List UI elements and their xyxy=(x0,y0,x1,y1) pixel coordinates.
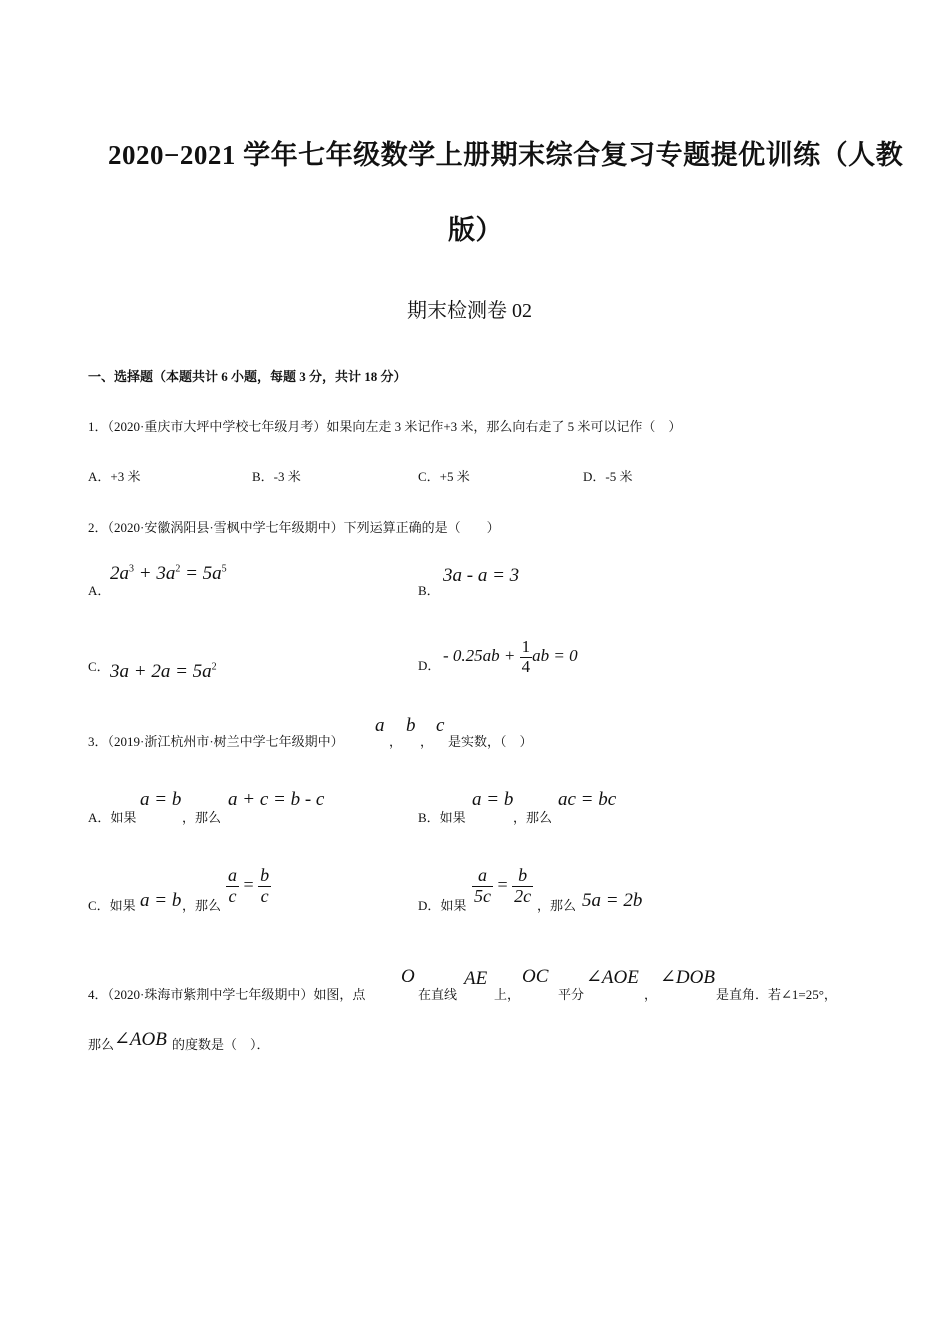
q3-option-d-label: D．如果 xyxy=(418,898,467,913)
q3-option-c-cond: a = b xyxy=(140,890,182,911)
q4-text-3: 上， xyxy=(494,987,521,1002)
q3-stem: 3．（2019·浙江杭州市·树兰中学七年级期中） xyxy=(88,734,344,749)
section-heading: 一、选择题（本题共计 6 小题，每题 3 分，共计 18 分） xyxy=(88,369,407,384)
q3-option-d-mid: ，那么 xyxy=(537,898,577,913)
q1-option-b: B．-3 米 xyxy=(252,469,301,484)
q4-ray-oc: OC xyxy=(522,966,549,987)
q3-option-d-cond: $\frac{a}{5c}$ = $\frac{b}{2c}$ xyxy=(474,865,532,906)
q3-var-b: b xyxy=(406,715,416,736)
q2-option-a-expr: $2a^3 + 3a^2 = 5a^5$ xyxy=(110,563,227,584)
q2-option-a-label: A． xyxy=(88,583,111,598)
q1-option-d: D．-5 米 xyxy=(583,469,633,484)
q4-angle-aob: ∠AOB xyxy=(114,1029,167,1050)
document-title-line2: 版） xyxy=(448,215,503,245)
q2-option-d-expr: - 0.25ab + $\frac{1}{4}$ ab = 0 xyxy=(443,637,578,676)
q4-line-ae: AE xyxy=(464,968,488,989)
q2-option-d-label: D． xyxy=(418,658,441,673)
document-subtitle: 期末检测卷 02 xyxy=(407,300,532,322)
q4-text-1: 4．（2020·珠海市紫荆中学七年级期中）如图，点 xyxy=(88,987,366,1002)
q3-option-c-mid: ，那么 xyxy=(182,898,222,913)
q3-option-b-label: B．如果 xyxy=(418,810,466,825)
q4-text-4: 平分 xyxy=(558,987,585,1002)
q1-option-c: C．+5 米 xyxy=(418,469,470,484)
q3-var-c: c xyxy=(436,715,445,736)
q3-stem-end: 是实数，（ ） xyxy=(448,734,533,749)
q4-angle-dob: ∠DOB xyxy=(660,967,715,988)
q4-angle-aoe: ∠AOE xyxy=(586,967,639,988)
q1-stem: 1．（2020·重庆市大坪中学校七年级月考）如果向左走 3 米记作+3 米，那么向右走了 5 米可以记作（ ） xyxy=(88,419,682,434)
q3-option-b-cond: a = b xyxy=(472,789,514,810)
q3-option-a-label: A．如果 xyxy=(88,810,137,825)
q3-option-a-result: a + c = b - c xyxy=(228,789,325,810)
q4-text-6: 是直角．若∠1=25°， xyxy=(716,987,837,1002)
q3-option-b-result: ac = bc xyxy=(558,789,617,810)
q3-option-c-result: $\frac{a}{c}$ = $\frac{b}{c}$ xyxy=(228,865,270,906)
q2-option-c-label: C． xyxy=(88,659,110,674)
q2-stem: 2．（2020·安徽涡阳县·雪枫中学七年级期中）下列运算正确的是（ ） xyxy=(88,520,500,535)
q2-option-b-label: B． xyxy=(418,583,440,598)
q1-option-a: A．+3 米 xyxy=(88,469,141,484)
q3-option-d-result: 5a = 2b xyxy=(582,890,643,911)
q3-option-a-mid: ，那么 xyxy=(182,810,222,825)
q3-var-a: a xyxy=(375,715,385,736)
q4-point-o: O xyxy=(401,966,415,987)
q3-option-b-mid: ，那么 xyxy=(513,810,553,825)
q4-line2-start: 那么 xyxy=(88,1037,115,1052)
q4-line2-end: 的度数是（ ）． xyxy=(172,1037,270,1052)
q4-text-5: ， xyxy=(644,987,658,1002)
q3-sep1: ， xyxy=(389,734,403,749)
document-title-line1: 2020−2021 学年七年级数学上册期末综合复习专题提优训练（人教 xyxy=(108,140,904,170)
q3-option-a-cond: a = b xyxy=(140,789,182,810)
q4-text-2: 在直线 xyxy=(418,987,458,1002)
q3-sep2: ， xyxy=(420,734,434,749)
q2-option-c-expr: $3a + 2a = 5a^2$ xyxy=(110,661,217,682)
q3-option-c-label: C．如果 xyxy=(88,898,136,913)
q2-option-b-expr: 3a - a = 3 xyxy=(443,565,520,586)
